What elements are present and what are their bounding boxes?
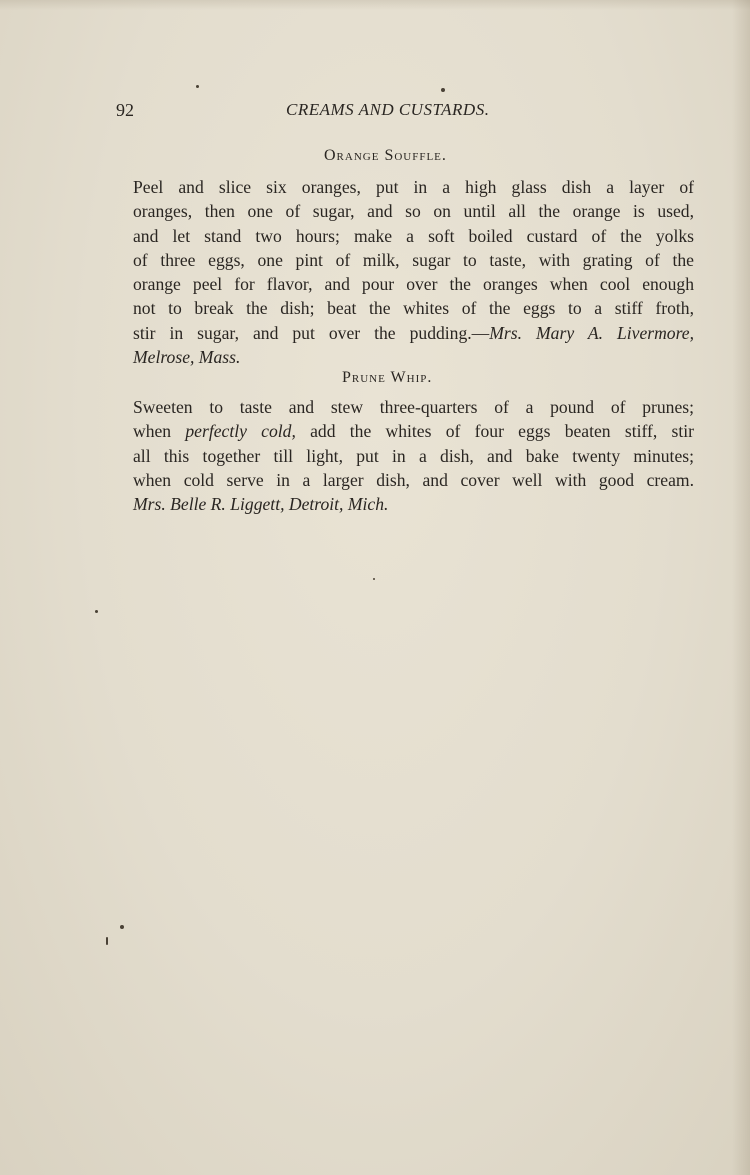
paper-speck [196,85,199,88]
paper-speck [373,578,375,580]
text-line: oranges, then one of sugar, and so on until all the orange is used, [133,201,694,222]
paper-speck [120,925,124,929]
attribution-place: Melrose, Mass. [133,347,241,368]
text-line: Peel and slice six oranges, put in a high glass dish a layer of [133,177,694,197]
text-line [116,419,694,443]
emphasis: perfectly cold, [185,421,296,442]
page-edge-shadow [732,0,750,1175]
page-top-shadow [0,0,750,10]
line-text: stir in sugar, and put over the pudding.— [133,322,490,343]
recipe-heading-orange-souffle: Orange Souffle. [324,147,447,164]
text-line: orange peel for flavor, and pour over the oranges when cool enough [133,274,694,295]
text-line: when cold serve in a larger dish, and cover well with good cream. [133,469,694,490]
text-line: and let stand two hours; make a soft boiled custard of the yolks [133,225,694,246]
text-line [116,321,694,345]
paper-speck [95,610,98,613]
page-number: 92 [116,100,134,120]
recipe-heading-prune-whip: Prune Whip. [342,369,433,386]
running-head [116,100,526,124]
paper-speck [441,88,445,92]
text-line: Sweeten to taste and stew three-quarters of a pound of prunes; [133,397,694,417]
attribution: Mrs. Mary A. Livermore, [489,322,695,343]
text-line: not to break the dish; beat the whites of the eggs to a stiff froth, [133,298,694,319]
recipe-body-prune-whip [116,395,694,516]
line-text: when [133,421,186,442]
text-line: of three eggs, one pint of milk, sugar to taste, with grating of the [133,249,694,270]
text-line: all this together till light, put in a dish, and bake twenty minutes; [133,445,694,466]
paper-speck [106,937,108,945]
attribution: Mrs. Belle R. Liggett, Detroit, Mich. [133,494,389,515]
recipe-body-orange-souffle [116,175,694,369]
line-text: add the whites of four eggs beaten stiff, stir [295,421,695,442]
running-title: CREAMS AND CUSTARDS. [286,100,490,119]
